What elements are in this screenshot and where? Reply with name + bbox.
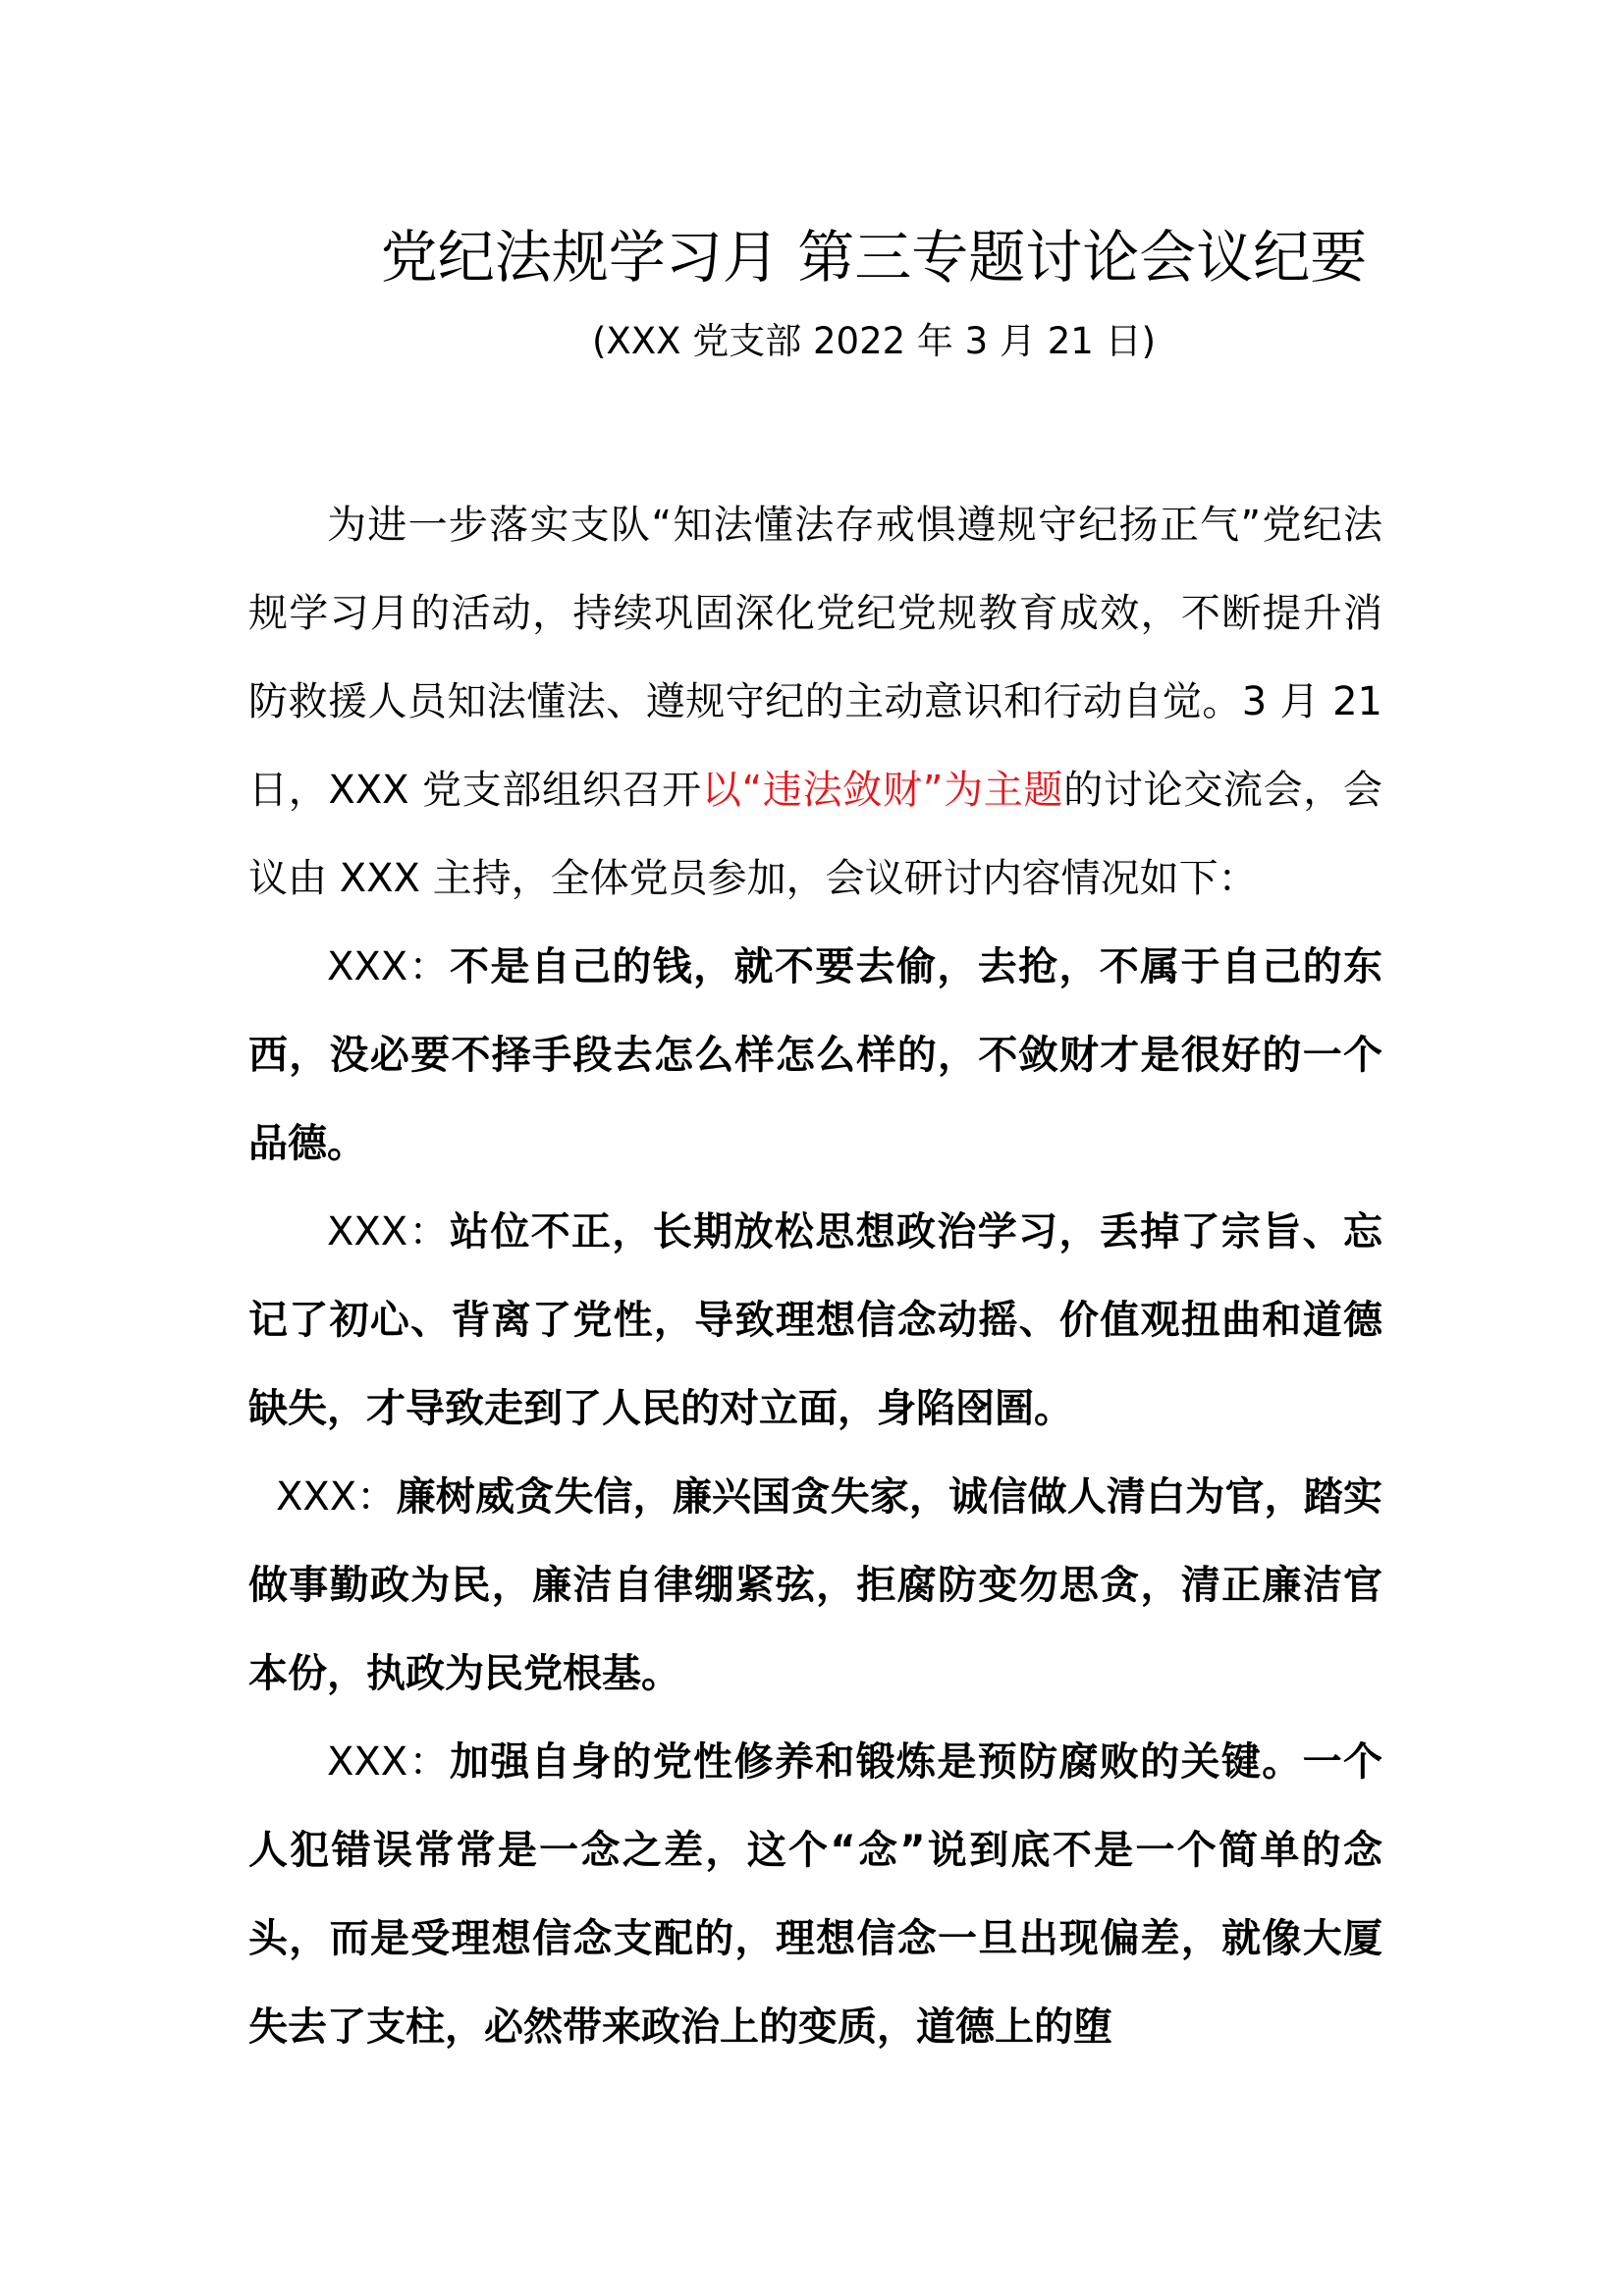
remark-speaker: XXX： [276,1474,397,1520]
remark-paragraph [248,923,1382,1188]
remark-text: 不是自己的钱，就不要去偷，去抢，不属于自己的东西，没必要不择手段去怎么样怎么样的，不敛财才是很好的一个品德。 [248,944,1383,1166]
document-title: 党纪法规学习月 第三专题讨论会议纪要 [380,224,1368,291]
remark-speaker: XXX： [327,944,450,989]
remark-text: 廉树威贪失信，廉兴国贪失家，诚信做人清白为官，踏实做事勤政为民，廉洁自律绷紧弦，拒腐防变勿思贪，清正廉洁官本份，执政为民党根基。 [248,1474,1382,1696]
intro-text-2: 的讨论交流会，会议由 XXX 主持，全体党员参加，会议研讨内容情况如下： [248,768,1383,901]
remark-text: 加强自身的党性修养和锻炼是预防腐败的关键。一个人犯错误常常是一念之差，这个“念”说到底不是一个简单的念头，而是受理想信念支配的，理想信念一旦出现偏差，就像大厦失去了支柱，必然带来政治上的变质，道德上的堕 [248,1739,1383,2050]
remark-speaker: XXX： [327,1739,450,1785]
remark-paragraph [248,1188,1382,1453]
intro-paragraph [248,481,1382,923]
remark-text: 站位不正，长期放松思想政治学习，丢掉了宗旨、忘记了初心、背离了党性，导致理想信念动摇、价值观扭曲和道德缺失，才导致走到了人民的对立面，身陷囹圄。 [248,1209,1383,1431]
intro-highlight: 以“违法敛财”为主题 [701,768,1064,813]
document-body [248,481,1382,2071]
remark-paragraph [248,1718,1382,2071]
document-subtitle: (XXX 党支部 2022 年 3 月 21 日) [591,320,1157,362]
intro-text-1: 为进一步落实支队“知法懂法存戒惧遵规守纪扬正气”党纪法规学习月的活动，持续巩固深化党纪党规教育成效，不断提升消防救援人员知法懂法、遵规守纪的主动意识和行动自觉。3 月 21 日，XXX 党支部组织召开 [248,503,1382,813]
remark-paragraph [248,1453,1382,1718]
remark-speaker: XXX： [327,1209,450,1255]
